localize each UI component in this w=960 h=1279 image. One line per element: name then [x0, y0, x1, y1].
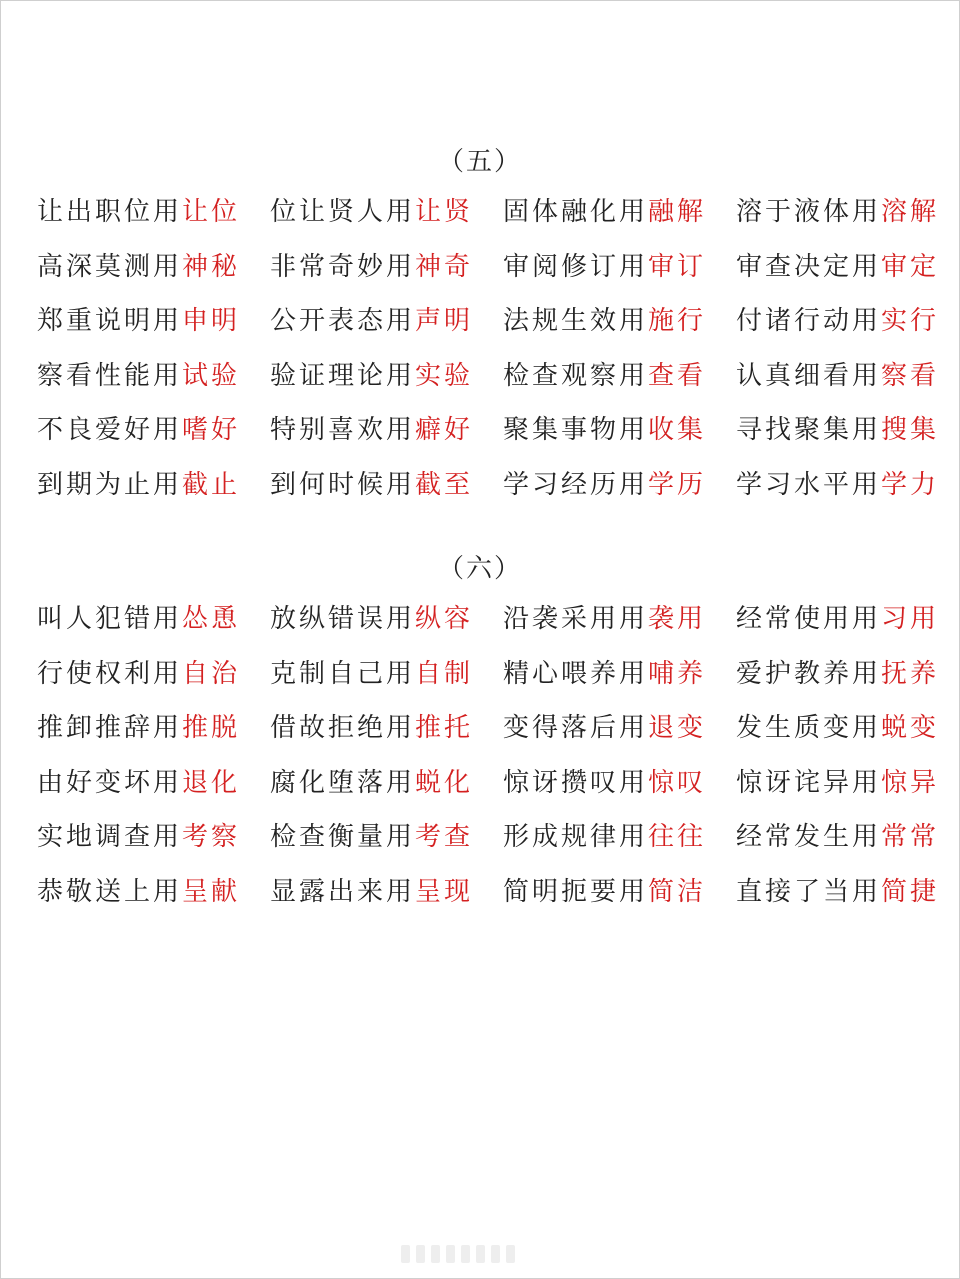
entry-word: 让位: [182, 197, 241, 227]
entry-word: 学力: [881, 469, 940, 500]
entry-word: 惊异: [881, 767, 940, 798]
entry-word: 申明: [182, 306, 241, 336]
entry-description: 固体融化用: [503, 197, 649, 227]
watermark-bar: [506, 1245, 515, 1263]
entry-word: 常常: [881, 822, 940, 852]
entry-description: 郑重说明用: [37, 306, 183, 336]
section-title-6: （六）: [437, 554, 522, 584]
entry-word: 退化: [182, 767, 241, 798]
entry: [736, 460, 940, 515]
entry-description: 公开表态用: [270, 306, 416, 336]
entry-description: 审阅修订用: [503, 251, 649, 282]
entry-description: 由好变坏用: [37, 767, 183, 798]
entry-word: 神奇: [415, 251, 474, 282]
entry-word: 哺养: [648, 658, 707, 689]
entry: [270, 812, 503, 867]
entry-description: 惊讶攒叹用: [503, 767, 649, 798]
entry-description: 审查决定用: [736, 251, 882, 282]
entry-word: 嗜好: [182, 415, 241, 445]
entry-description: 克制自己用: [270, 658, 416, 689]
entry-description: 寻找聚集用: [736, 415, 882, 445]
entry: [503, 187, 736, 242]
entry: [503, 405, 736, 460]
entry-description: 溶于液体用: [736, 197, 882, 227]
entry-description: 非常奇妙用: [270, 251, 416, 282]
entry-word: 融解: [648, 197, 707, 227]
watermark-mark: [401, 1245, 515, 1263]
entry-description: 惊讶诧异用: [736, 767, 882, 798]
entry-word: 退变: [648, 713, 707, 743]
entry: [736, 867, 940, 922]
entry-description: 直接了当用: [736, 876, 882, 907]
watermark-bar: [431, 1245, 440, 1263]
entry-word: 让贤: [415, 197, 474, 227]
entry: [270, 758, 503, 813]
entry: [37, 296, 270, 351]
entry-word: 推脱: [182, 713, 241, 743]
entry-description: 学习水平用: [736, 469, 882, 500]
entry: [736, 649, 940, 704]
entry: [503, 867, 736, 922]
entry-description: 形成规律用: [503, 822, 649, 852]
entry-description: 简明扼要用: [503, 876, 649, 907]
entry: [503, 703, 736, 758]
entry-description: 恭敬送上用: [37, 876, 183, 907]
entry-word: 纵容: [415, 604, 474, 634]
entry-word: 考察: [182, 822, 241, 852]
entry: [37, 812, 270, 867]
entry-description: 精心喂养用: [503, 658, 649, 689]
entry-description: 经常发生用: [736, 822, 882, 852]
entry: [736, 812, 940, 867]
entry: [37, 187, 270, 242]
entry: [37, 594, 270, 649]
entry: [37, 351, 270, 406]
entry: [270, 649, 503, 704]
entry-description: 不良爱好用: [37, 415, 183, 445]
entry-description: 付诸行动用: [736, 306, 882, 336]
entry-word: 施行: [648, 306, 707, 336]
entry: [37, 703, 270, 758]
entry: [503, 649, 736, 704]
entry-description: 推卸推辞用: [37, 713, 183, 743]
entry: [270, 405, 503, 460]
entry-word: 往往: [648, 822, 707, 852]
entry: [37, 242, 270, 297]
entry-word: 试验: [182, 360, 241, 391]
entry: [503, 351, 736, 406]
entry-description: 借故拒绝用: [270, 713, 416, 743]
entry-word: 查看: [648, 360, 707, 391]
watermark-bar: [416, 1245, 425, 1263]
entry-description: 经常使用用: [736, 604, 882, 634]
entry-description: 到期为止用: [37, 469, 183, 500]
entry-word: 溶解: [881, 197, 940, 227]
entry: [37, 867, 270, 922]
entry-word: 癖好: [415, 415, 474, 445]
entry: [736, 187, 940, 242]
entry-word: 推托: [415, 713, 474, 743]
entry-word: 截止: [182, 469, 241, 500]
entry-description: 放纵错误用: [270, 604, 416, 634]
entry: [270, 460, 503, 515]
entry: [270, 242, 503, 297]
entry-description: 显露出来用: [270, 876, 416, 907]
entry-description: 学习经历用: [503, 469, 649, 500]
entry-word: 实验: [415, 360, 474, 391]
entry: [736, 242, 940, 297]
entry-word: 蜕变: [881, 713, 940, 743]
entry-description: 变得落后用: [503, 713, 649, 743]
entry-word: 收集: [648, 415, 707, 445]
watermark-bar: [491, 1245, 500, 1263]
watermark-bar: [476, 1245, 485, 1263]
entry-description: 叫人犯错用: [37, 604, 183, 634]
entry-word: 声明: [415, 306, 474, 336]
entry-word: 习用: [881, 604, 940, 634]
entry-description: 特别喜欢用: [270, 415, 416, 445]
section-title-5: （五）: [437, 147, 522, 177]
entry-word: 怂恿: [182, 604, 241, 634]
entry: [270, 594, 503, 649]
entry: [503, 296, 736, 351]
entry: [736, 405, 940, 460]
entry-word: 简洁: [648, 876, 707, 907]
entry: [270, 703, 503, 758]
entry-description: 让出职位用: [37, 197, 183, 227]
entry-description: 认真细看用: [736, 360, 882, 391]
entry: [270, 187, 503, 242]
entry: [503, 812, 736, 867]
entry-word: 袭用: [648, 604, 707, 634]
entry-description: 法规生效用: [503, 306, 649, 336]
entry-description: 检查观察用: [503, 360, 649, 391]
entry-description: 腐化堕落用: [270, 767, 416, 798]
entry-word: 自治: [182, 658, 241, 689]
entry-word: 呈现: [415, 876, 474, 907]
entry-word: 蜕化: [415, 767, 474, 798]
entry: [270, 351, 503, 406]
entry-description: 沿袭采用用: [503, 604, 649, 634]
entry-word: 审订: [648, 251, 707, 282]
entry-description: 验证理论用: [270, 360, 416, 391]
watermark-bar: [446, 1245, 455, 1263]
entry-word: 学历: [648, 469, 707, 500]
entry-description: 高深莫测用: [37, 251, 183, 282]
entry: [503, 594, 736, 649]
entry: [736, 594, 940, 649]
entry-word: 简捷: [881, 876, 940, 907]
entry: [736, 703, 940, 758]
entry: [270, 296, 503, 351]
entry: [503, 242, 736, 297]
entry-description: 爱护教养用: [736, 658, 882, 689]
entry: [37, 649, 270, 704]
entry: [37, 758, 270, 813]
entry-description: 聚集事物用: [503, 415, 649, 445]
entry: [37, 405, 270, 460]
entry-description: 行使权利用: [37, 658, 183, 689]
entry-description: 位让贤人用: [270, 197, 416, 227]
entry-word: 自制: [415, 658, 474, 689]
entry: [503, 758, 736, 813]
word-grid-section-6: [37, 594, 940, 921]
entry-word: 考查: [415, 822, 474, 852]
entry-word: 实行: [881, 306, 940, 336]
entry-word: 抚养: [881, 658, 940, 689]
entry-description: 实地调查用: [37, 822, 183, 852]
entry-word: 审定: [881, 251, 940, 282]
entry-word: 神秘: [182, 251, 241, 282]
entry-word: 呈献: [182, 876, 241, 907]
entry-word: 截至: [415, 469, 474, 500]
watermark-bar: [401, 1245, 410, 1263]
entry-description: 到何时候用: [270, 469, 416, 500]
entry: [736, 351, 940, 406]
entry: [37, 460, 270, 515]
entry: [736, 296, 940, 351]
entry: [736, 758, 940, 813]
word-grid-section-5: [37, 187, 940, 514]
entry: [503, 460, 736, 515]
entry-description: 发生质变用: [736, 713, 882, 743]
entry: [270, 867, 503, 922]
entry-description: 检查衡量用: [270, 822, 416, 852]
entry-word: 察看: [881, 360, 940, 391]
entry-word: 惊叹: [648, 767, 707, 798]
entry-description: 察看性能用: [37, 360, 183, 391]
entry-word: 搜集: [881, 415, 940, 445]
watermark-bar: [461, 1245, 470, 1263]
